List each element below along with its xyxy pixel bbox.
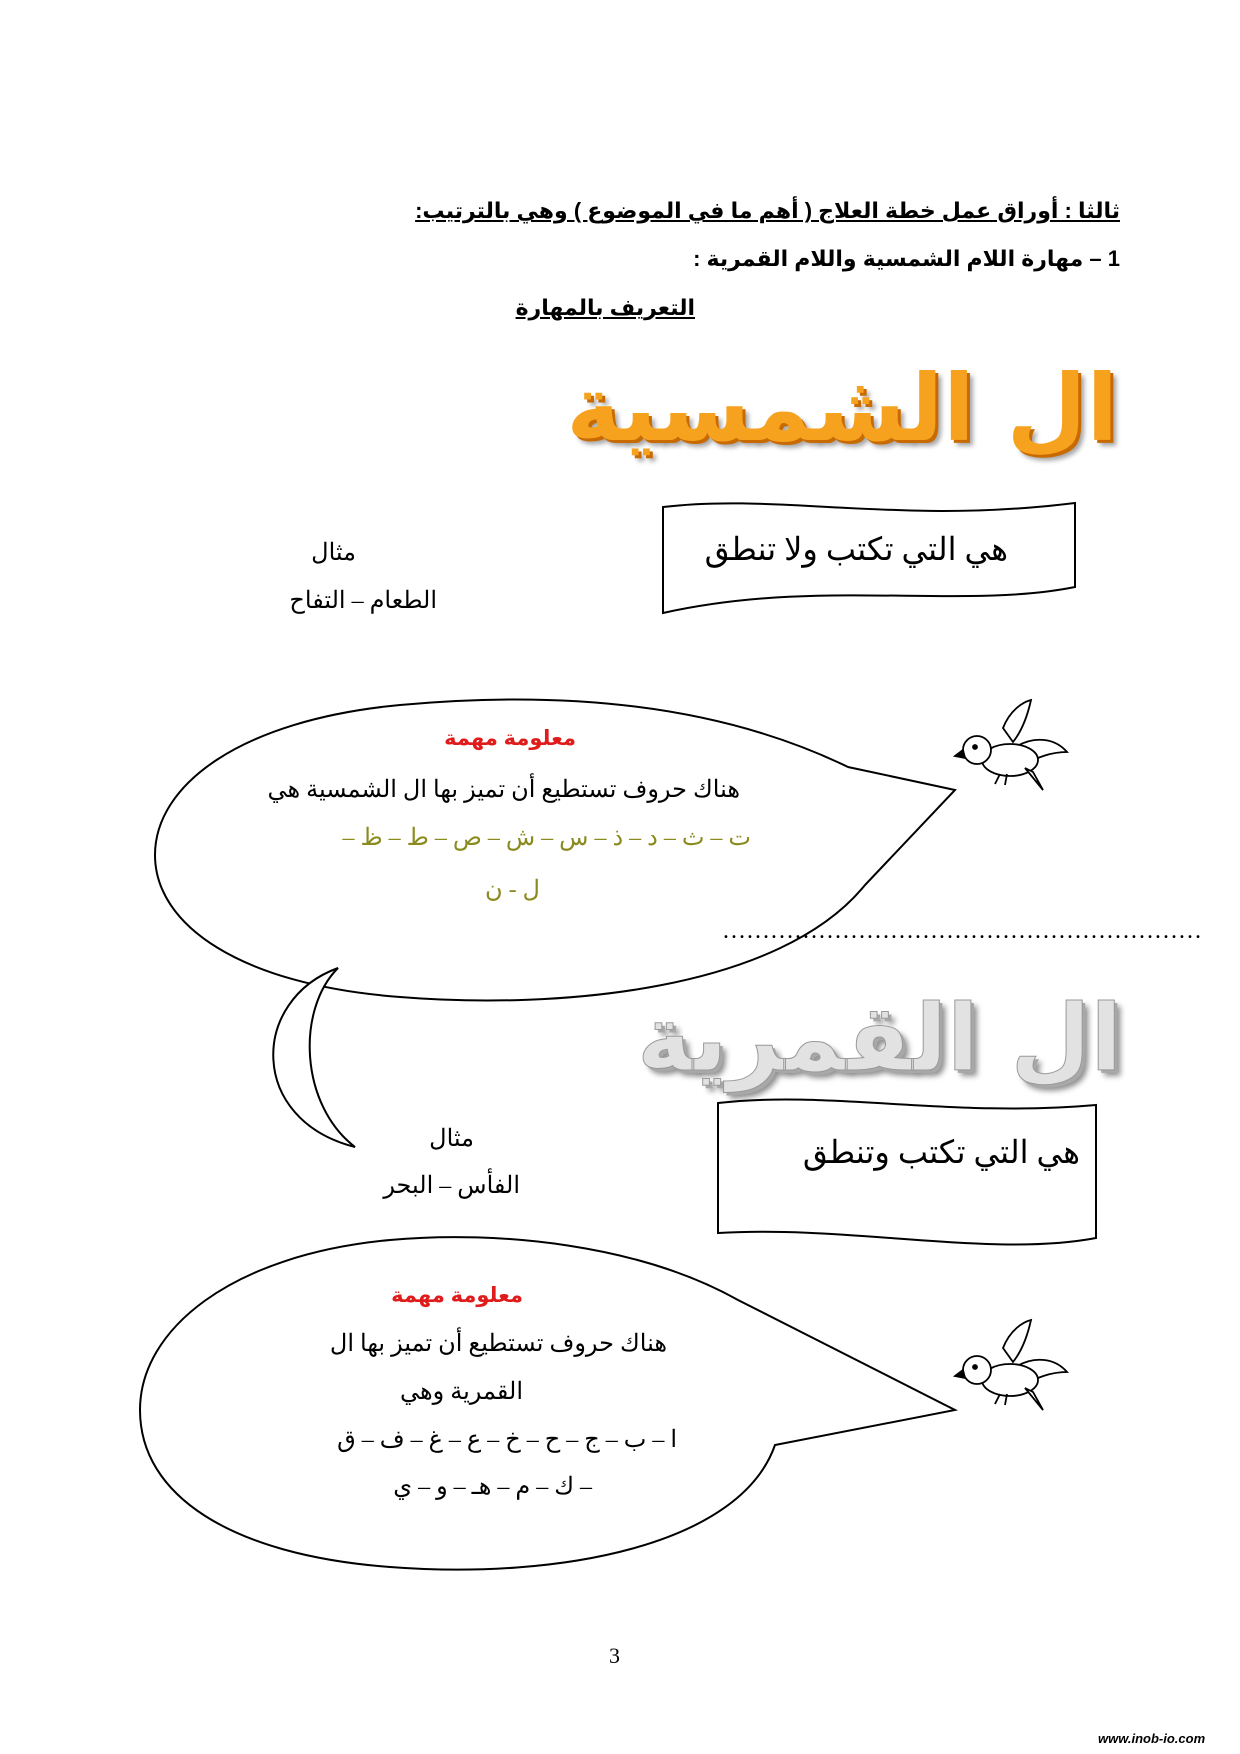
footer-site-url: www.inob-io.com [1098,1731,1206,1746]
sun-important-note-title: معلومة مهمة [444,727,576,750]
sun-example-words: الطعام – التفاح [289,588,437,614]
skill-title: 1 – مهارة اللام الشمسية واللام القمرية : [693,246,1120,271]
page-number: 3 [609,1643,620,1668]
moon-important-note-title: معلومة مهمة [391,1284,523,1307]
moon-letters-line2: – ك – م – هـ – و – ي [393,1474,592,1500]
moon-lam-title: ال القمرية [637,985,1122,1092]
sun-letters-line1: ت – ث – د – ذ – س – ش – ص – ط – ظ – [342,825,751,851]
moon-note-text-line2: القمرية وهي [399,1379,523,1405]
moon-note-text-line1: هناك حروف تستطيع أن تميز بها ال [329,1331,667,1357]
crescent-moon-shape [273,968,355,1147]
moon-example-words: الفأس – البحر [383,1173,520,1199]
bird-icon-moon [955,1320,1067,1410]
moon-example-label: مثال [429,1126,474,1152]
dotted-divider: …………………………………………………… [722,918,1202,944]
sun-example-label: مثال [311,540,356,566]
sun-note-text: هناك حروف تستطيع أن تميز بها ال الشمسية هي [267,777,740,803]
moon-definition: هي التي تكتب وتنطق [802,1134,1080,1170]
bird-icon-sun [955,700,1067,790]
sun-lam-title: ال الشمسية [566,355,1118,462]
definition-heading: التعريف بالمهارة [515,295,695,320]
speech-bubble-moon [140,1237,955,1569]
banner-shape-moon [718,1099,1096,1244]
sun-letters-line2: ل - ن [484,877,540,903]
sun-definition: هي التي تكتب ولا تنطق [704,531,1008,567]
moon-letters-line1: ا – ب – ج – ح – خ – ع – غ – ف – ق [337,1427,677,1453]
section-title: ثالثا : أوراق عمل خطة العلاج ( أهم ما في الموضوع ) وهي بالترتيب: [415,198,1120,223]
